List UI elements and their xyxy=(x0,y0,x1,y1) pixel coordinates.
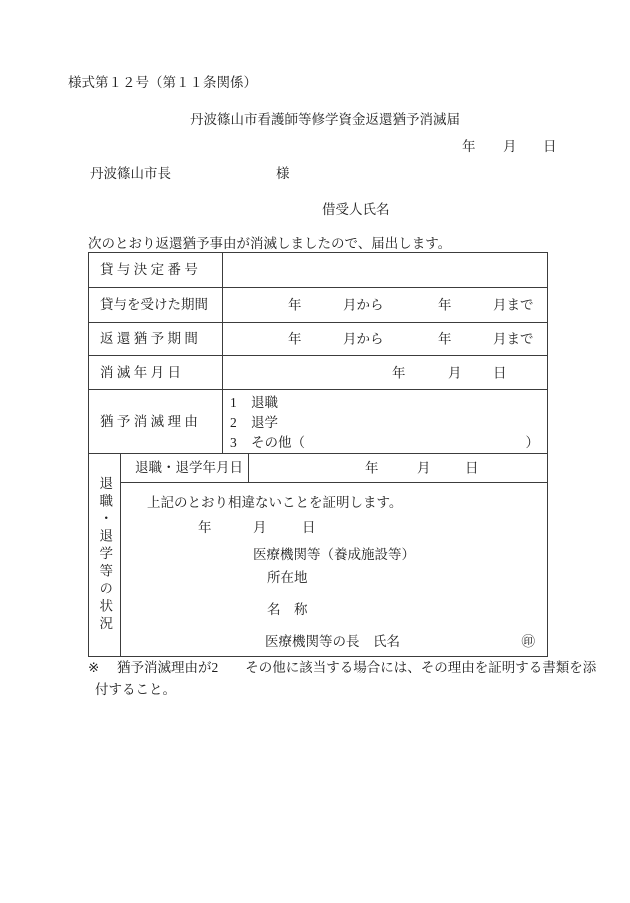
name-label: 名 称 xyxy=(267,602,308,617)
certification-cell xyxy=(121,483,547,656)
deferment-period-field xyxy=(223,323,547,355)
status-section xyxy=(89,454,547,656)
loan-period-row xyxy=(89,288,547,323)
reason-option-other xyxy=(230,433,539,453)
reason-option-withdrawal xyxy=(230,413,539,433)
day-label: 日 xyxy=(302,520,316,535)
document-title: 丹波篠山市看護師等修学資金返還猶予消滅届 xyxy=(190,112,460,127)
day-label: 日 xyxy=(465,460,479,476)
month-from-label: 月から xyxy=(343,331,384,347)
month-label: 月 xyxy=(417,460,431,476)
loan-period-field xyxy=(223,288,547,322)
year-label: 年 xyxy=(365,460,379,476)
note-marker: ※ xyxy=(88,660,100,675)
reason-option-retirement xyxy=(230,393,539,413)
option-number: 1 xyxy=(230,394,237,410)
status-vertical-label-cell xyxy=(89,454,121,656)
year-label: 年 xyxy=(392,364,406,380)
extinction-date-field xyxy=(223,356,547,389)
option-number: 3 xyxy=(230,434,237,450)
date-month-label: 月 xyxy=(503,139,517,154)
addressee-honorific: 様 xyxy=(276,166,290,181)
month-from-label: 月から xyxy=(343,297,384,313)
month-label: 月 xyxy=(253,520,267,535)
option-text: その他（ xyxy=(251,434,305,450)
form-table xyxy=(88,252,548,657)
addressee-name: 丹波篠山市長 xyxy=(90,166,171,181)
row-label: 返 還 猶 予 期 間 xyxy=(89,323,223,355)
month-label: 月 xyxy=(448,364,462,380)
retirement-date-field xyxy=(249,454,547,482)
date-day-label: 日 xyxy=(543,139,557,154)
status-vertical-label: 退職・退学等の状況 xyxy=(97,476,113,634)
year-label: 年 xyxy=(198,520,212,535)
loan-decision-number-row xyxy=(89,253,547,288)
loan-decision-number-field xyxy=(223,253,547,287)
note-line2: 付すること。 xyxy=(95,682,176,697)
option-text: 退職 xyxy=(251,394,278,410)
row-label: 退職・退学年月日 xyxy=(121,454,249,482)
row-label: 消 滅 年 月 日 xyxy=(89,356,223,389)
year-label: 年 xyxy=(438,297,452,313)
date-year-label: 年 xyxy=(462,139,476,154)
intro-text: 次のとおり返還猶予事由が消滅しましたので、届出します。 xyxy=(88,236,452,251)
deferment-period-row xyxy=(89,323,547,356)
row-label: 貸 与 決 定 番 号 xyxy=(89,253,223,287)
option-text: 退学 xyxy=(251,414,278,430)
year-label: 年 xyxy=(288,331,302,347)
location-label: 所在地 xyxy=(267,570,308,585)
extinction-reason-row xyxy=(89,390,547,454)
day-label: 日 xyxy=(493,364,507,380)
extinction-reason-options xyxy=(223,390,547,453)
medical-institution-label: 医療機関等（養成施設等） xyxy=(253,547,415,562)
month-to-label: 月まで xyxy=(493,297,534,313)
institution-head-label: 医療機関等の長 氏名 xyxy=(265,634,400,649)
year-label: 年 xyxy=(438,331,452,347)
certification-statement: 上記のとおり相違ないことを証明します。 xyxy=(147,495,403,510)
note-line1: 猶予消滅理由が2 その他に該当する場合には、その理由を証明する書類を添 xyxy=(117,660,597,675)
borrower-name-label: 借受人氏名 xyxy=(322,202,390,217)
close-paren: ） xyxy=(525,434,539,450)
row-label: 猶 予 消 滅 理 由 xyxy=(89,390,223,453)
month-to-label: 月まで xyxy=(493,331,534,347)
form-number-label: 様式第１２号（第１１条関係） xyxy=(68,75,257,90)
row-label: 貸与を受けた期間 xyxy=(89,288,223,322)
status-right-region xyxy=(121,454,547,656)
option-number: 2 xyxy=(230,414,237,430)
extinction-date-row xyxy=(89,356,547,390)
seal-icon: ㊞ xyxy=(521,634,535,649)
retirement-date-row xyxy=(121,454,547,483)
year-label: 年 xyxy=(288,297,302,313)
